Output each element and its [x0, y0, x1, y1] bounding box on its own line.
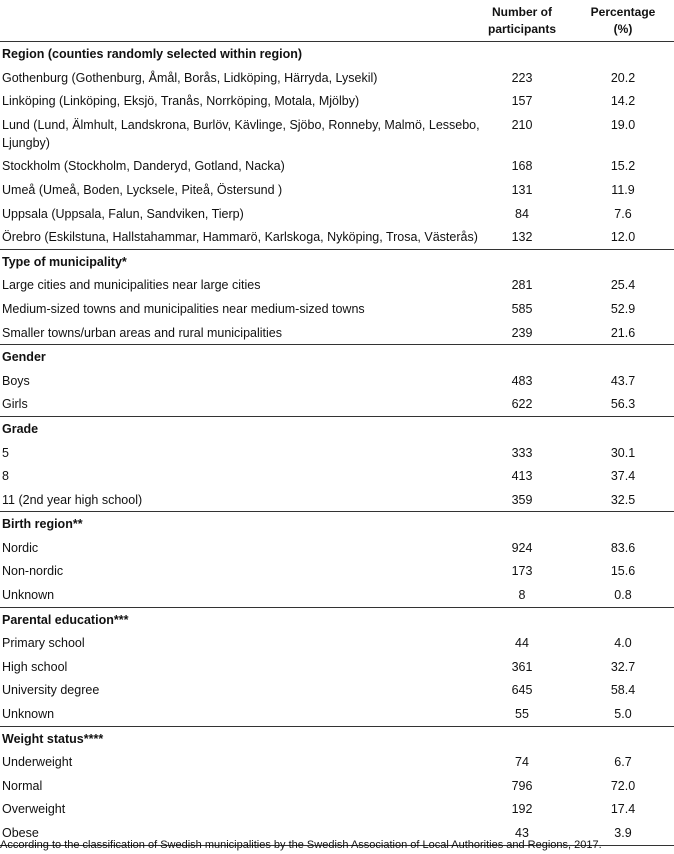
column-header-percentage-line1: Percentage — [590, 5, 656, 19]
row-label: Smaller towns/urban areas and rural municipalities — [2, 325, 282, 340]
row-label: 8 — [2, 469, 9, 484]
column-header-number-line1: Number of — [492, 5, 552, 19]
table-section — [0, 608, 674, 727]
row-percentage: 25.4 — [610, 278, 636, 293]
section-heading — [0, 727, 674, 751]
row-percentage: 43.7 — [610, 373, 636, 388]
row-percentage: 52.9 — [610, 301, 636, 316]
table-body — [0, 42, 674, 846]
table-row — [0, 797, 674, 821]
table-row — [0, 225, 674, 249]
row-percentage: 6.7 — [614, 755, 632, 770]
section-title: Birth region** — [2, 517, 83, 532]
row-label: Lund (Lund, Älmhult, Landskrona, Burlöv, Kävlinge, Sjöbo, Ronneby, Malmö, Lessebo, Ljungby) — [2, 117, 480, 150]
row-label: Boys — [2, 373, 30, 388]
table-section — [0, 727, 674, 846]
section-heading — [0, 250, 674, 274]
row-percentage: 56.3 — [610, 397, 636, 412]
row-percentage: 58.4 — [610, 683, 636, 698]
row-number: 796 — [511, 778, 533, 793]
row-number: 924 — [511, 540, 533, 555]
row-label: Linköping (Linköping, Eksjö, Tranås, Norrköping, Motala, Mjölby) — [2, 94, 360, 109]
table-row — [0, 297, 674, 321]
row-number: 359 — [511, 492, 533, 507]
table-row — [0, 559, 674, 583]
row-percentage: 37.4 — [610, 469, 636, 484]
table-row — [0, 583, 674, 607]
row-label: 5 — [2, 445, 9, 460]
row-percentage: 20.2 — [610, 70, 636, 85]
row-percentage: 5.0 — [614, 707, 632, 722]
row-number: 157 — [511, 94, 533, 109]
table-row — [0, 678, 674, 702]
row-percentage: 12.0 — [610, 230, 636, 245]
table-row — [0, 774, 674, 798]
row-label: Nordic — [2, 540, 39, 555]
table-section — [0, 512, 674, 607]
section-title: Region (counties randomly selected within region) — [2, 47, 303, 61]
table-row — [0, 113, 674, 155]
row-percentage: 4.0 — [614, 636, 632, 651]
row-label: Unknown — [2, 588, 55, 603]
table-row — [0, 392, 674, 416]
row-number: 8 — [518, 588, 526, 603]
row-number: 84 — [515, 206, 529, 221]
row-label: Underweight — [2, 755, 73, 770]
section-heading — [0, 608, 674, 632]
table-row — [0, 464, 674, 488]
table-row — [0, 536, 674, 560]
row-number: 44 — [515, 636, 529, 651]
row-percentage: 72.0 — [610, 778, 636, 793]
row-number: 413 — [511, 469, 533, 484]
row-number: 168 — [511, 159, 533, 174]
section-title: Grade — [2, 421, 39, 436]
row-label: 11 (2nd year high school) — [2, 492, 143, 507]
table-row — [0, 202, 674, 226]
section-heading — [0, 42, 674, 66]
section-title: Weight status**** — [2, 731, 104, 746]
row-number: 192 — [511, 802, 533, 817]
table-header — [0, 0, 674, 42]
row-number: 622 — [511, 397, 533, 412]
column-header-number — [476, 4, 568, 38]
row-number: 210 — [511, 117, 533, 132]
row-percentage: 30.1 — [610, 445, 636, 460]
row-number: 483 — [511, 373, 533, 388]
row-label: Uppsala (Uppsala, Falun, Sandviken, Tierp) — [2, 206, 244, 221]
row-percentage: 14.2 — [610, 94, 636, 109]
section-title: Gender — [2, 350, 46, 365]
section-heading — [0, 345, 674, 369]
row-number: 173 — [511, 564, 533, 579]
column-header-percentage — [582, 4, 664, 38]
table-section — [0, 250, 674, 345]
column-header-percentage-line2: (%) — [613, 22, 633, 36]
row-percentage: 7.6 — [614, 206, 632, 221]
table-row — [0, 154, 674, 178]
row-number: 43 — [515, 826, 529, 840]
table-row — [0, 66, 674, 90]
row-number: 361 — [511, 659, 533, 674]
table-row — [0, 631, 674, 655]
row-number: 131 — [511, 182, 533, 197]
row-number: 132 — [511, 230, 533, 245]
row-label: Girls — [2, 397, 28, 412]
row-percentage: 15.6 — [610, 564, 636, 579]
row-label: Normal — [2, 778, 43, 793]
row-label: Stockholm (Stockholm, Danderyd, Gotland, Nacka) — [2, 159, 285, 174]
row-number: 585 — [511, 301, 533, 316]
section-heading — [0, 417, 674, 441]
table-row — [0, 321, 674, 345]
table-section — [0, 417, 674, 512]
row-label: Umeå (Umeå, Boden, Lycksele, Piteå, Östersund ) — [2, 182, 283, 197]
row-percentage: 83.6 — [610, 540, 636, 555]
row-number: 55 — [515, 707, 529, 722]
row-label: Örebro (Eskilstuna, Hallstahammar, Hammarö, Karlskoga, Nyköping, Trosa, Västerås) — [2, 230, 478, 245]
row-label: Primary school — [2, 636, 85, 651]
section-heading — [0, 512, 674, 536]
table-section — [0, 345, 674, 417]
row-percentage: 17.4 — [610, 802, 636, 817]
row-percentage: 11.9 — [611, 182, 635, 197]
section-title: Type of municipality* — [2, 254, 127, 269]
section-title: Parental education*** — [2, 612, 129, 627]
row-percentage: 0.8 — [614, 588, 632, 603]
row-label: Unknown — [2, 707, 55, 722]
column-header-number-line2: participants — [487, 22, 556, 36]
row-number: 74 — [515, 755, 529, 770]
row-number: 281 — [511, 278, 533, 293]
table-row — [0, 369, 674, 393]
row-number: 223 — [511, 70, 533, 85]
row-number: 333 — [511, 445, 533, 460]
row-label: Overweight — [2, 802, 66, 817]
table-row — [0, 89, 674, 113]
row-percentage: 3.9 — [614, 826, 632, 840]
table-row — [0, 273, 674, 297]
footnote: According to the classification of Swedish municipalities by the Swedish Association of Local Authorities and Regions, 2017. — [0, 839, 602, 851]
table-row — [0, 702, 674, 726]
row-percentage: 21.6 — [610, 325, 636, 340]
row-label: High school — [2, 659, 68, 674]
row-percentage: 32.7 — [610, 659, 636, 674]
row-label: Gothenburg (Gothenburg, Åmål, Borås, Lidköping, Härryda, Lysekil) — [2, 70, 378, 85]
row-label: Non-nordic — [2, 564, 64, 579]
row-number: 239 — [511, 325, 533, 340]
table-row — [0, 750, 674, 774]
row-percentage: 19.0 — [610, 117, 636, 132]
table-row — [0, 178, 674, 202]
row-label: Large cities and municipalities near large cities — [2, 278, 261, 293]
table-row — [0, 441, 674, 465]
row-percentage: 15.2 — [610, 159, 636, 174]
table-row — [0, 655, 674, 679]
row-percentage: 32.5 — [610, 492, 636, 507]
row-label: University degree — [2, 683, 100, 698]
table-row — [0, 488, 674, 512]
row-number: 645 — [511, 683, 533, 698]
row-label: Obese — [2, 826, 39, 840]
table-section — [0, 42, 674, 250]
row-label: Medium-sized towns and municipalities near medium-sized towns — [2, 301, 365, 316]
